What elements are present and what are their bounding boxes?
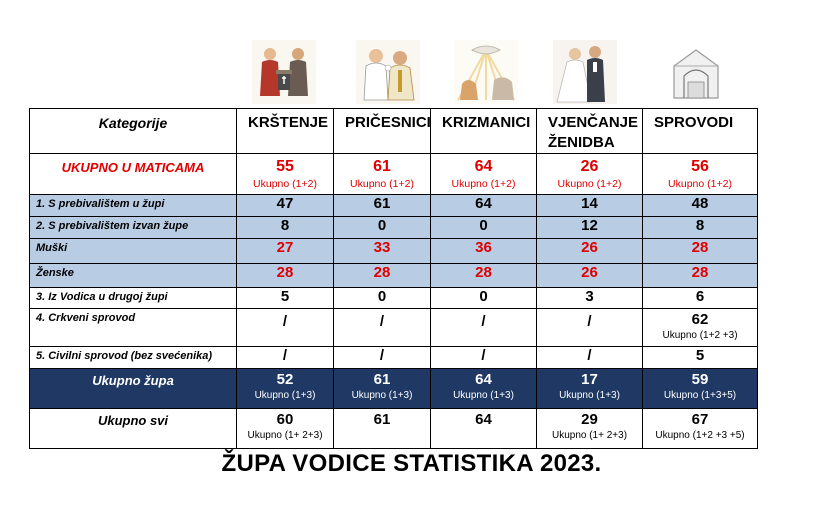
table-row [30, 288, 758, 309]
totals-value: 56 [691, 158, 709, 175]
row-value: 48 [643, 195, 758, 217]
totals-cell [334, 154, 431, 195]
all-total-sub: Ukupno (1+2 +3 +5) [655, 430, 745, 441]
parish-total-cell [237, 369, 334, 409]
row-value: 0 [431, 217, 537, 239]
parish-total-value: 64 [475, 371, 492, 388]
row-value: 28 [237, 264, 334, 288]
communion-icon [356, 40, 420, 104]
table-row [30, 264, 758, 288]
row-value-with-sub [643, 309, 758, 347]
row-value: 28 [334, 264, 431, 288]
all-total-cell [237, 409, 334, 449]
row-value: 8 [237, 217, 334, 239]
baptism-icon [252, 40, 316, 104]
col-header-krizmanici: KRIZMANICI [431, 109, 537, 154]
icon-strip [0, 40, 823, 106]
col-header-vjencanje-text: VJENČANJE ŽENIDBA [548, 114, 639, 151]
row-value: 6 [643, 288, 758, 309]
parish-total-value: 59 [691, 371, 709, 388]
all-total-cell [334, 409, 431, 449]
wedding-couple-icon [553, 40, 617, 104]
all-total-label: Ukupno svi [30, 409, 237, 449]
row-value: 33 [334, 239, 431, 264]
category-header: Kategorije [30, 109, 237, 154]
row-value: 36 [431, 239, 537, 264]
row-value: 61 [334, 195, 431, 217]
parish-total-value: 17 [581, 371, 598, 388]
row-label: Ženske [30, 264, 237, 288]
parish-total-row [30, 369, 758, 409]
row-value: / [537, 347, 643, 369]
row-value: 8 [643, 217, 758, 239]
table-row [30, 217, 758, 239]
table-row [30, 239, 758, 264]
row-value: / [334, 309, 431, 347]
totals-cell [237, 154, 334, 195]
confirmation-dove-icon [454, 40, 518, 104]
totals-cell [537, 154, 643, 195]
row-value: / [537, 309, 643, 347]
row-value: 28 [431, 264, 537, 288]
totals-sub: Ukupno (1+2) [451, 178, 516, 190]
row-value: 64 [431, 195, 537, 217]
row-label: 1. S prebivalištem u župi [30, 195, 237, 217]
totals-cell [431, 154, 537, 195]
all-total-value: 29 [581, 411, 598, 428]
totals-sub: Ukupno (1+2) [557, 178, 622, 190]
table-row [30, 347, 758, 369]
parish-total-sub: Ukupno (1+3+5) [663, 390, 737, 401]
parish-total-sub: Ukupno (1+3) [453, 390, 514, 401]
page-title: ŽUPA VODICE STATISTIKA 2023. [221, 450, 602, 477]
parish-total-cell [431, 369, 537, 409]
row-value: / [431, 309, 537, 347]
row-sub: Ukupno (1+2 +3) [662, 330, 738, 341]
all-total-value: 67 [691, 411, 709, 428]
parish-total-cell [643, 369, 758, 409]
row-label: 4. Crkveni sprovod [30, 309, 237, 347]
all-total-value: 60 [276, 411, 294, 428]
totals-cell [643, 154, 758, 195]
row-value: 28 [643, 264, 758, 288]
all-total-cell [537, 409, 643, 449]
row-value: 27 [237, 239, 334, 264]
col-header-vjencanje [537, 109, 643, 154]
col-header-sprovodi: SPROVODI [643, 109, 758, 154]
statistics-table [29, 108, 758, 449]
totals-sub: Ukupno (1+2) [253, 178, 317, 190]
totals-label: UKUPNO U MATICAMA [30, 154, 237, 195]
parish-total-sub: Ukupno (1+3) [351, 390, 413, 401]
parish-total-label: Ukupno župa [30, 369, 237, 409]
row-value: / [237, 309, 334, 347]
table-row [30, 195, 758, 217]
row-value: 0 [334, 288, 431, 309]
row-value: 5 [643, 347, 758, 369]
table-row [30, 309, 758, 347]
row-label: 2. S prebivalištem izvan župe [30, 217, 237, 239]
row-label: 5. Civilni sprovod (bez svećenika) [30, 347, 237, 369]
parish-total-sub: Ukupno (1+3) [559, 390, 620, 401]
row-value: 14 [537, 195, 643, 217]
parish-total-sub: Ukupno (1+3) [254, 390, 316, 401]
row-value: / [431, 347, 537, 369]
totals-value: 26 [580, 158, 599, 175]
row-value: 26 [537, 239, 643, 264]
row-value: 12 [537, 217, 643, 239]
parish-total-value: 52 [276, 371, 294, 388]
row-value: / [334, 347, 431, 369]
totals-value: 61 [373, 158, 391, 175]
parish-total-value: 61 [373, 371, 391, 388]
row-value: 3 [537, 288, 643, 309]
parish-total-cell [537, 369, 643, 409]
totals-row [30, 154, 758, 195]
all-total-cell [643, 409, 758, 449]
row-value: 28 [643, 239, 758, 264]
row-label: Muški [30, 239, 237, 264]
totals-sub: Ukupno (1+2) [668, 178, 732, 190]
row-value: 47 [237, 195, 334, 217]
col-header-pricesnici: PRIČESNICI [334, 109, 431, 154]
row-value: 26 [537, 264, 643, 288]
all-total-sub: Ukupno (1+ 2+3) [247, 430, 323, 441]
row-value: 62 [691, 311, 709, 328]
all-total-cell [431, 409, 537, 449]
totals-value: 64 [474, 158, 493, 175]
totals-sub: Ukupno (1+2) [350, 178, 414, 190]
row-value: 0 [431, 288, 537, 309]
all-total-row [30, 409, 758, 449]
col-header-krstenje: KRŠTENJE [237, 109, 334, 154]
all-total-sub: Ukupno (1+ 2+3) [551, 430, 628, 441]
all-total-value: 64 [475, 411, 492, 428]
header-row [30, 109, 758, 154]
row-label: 3. Iz Vodica u drugoj župi [30, 288, 237, 309]
parish-total-cell [334, 369, 431, 409]
funeral-chapel-icon [664, 40, 728, 104]
row-value: 0 [334, 217, 431, 239]
row-value: / [237, 347, 334, 369]
all-total-value: 61 [373, 411, 391, 428]
row-value: 5 [237, 288, 334, 309]
totals-value: 55 [276, 158, 294, 175]
